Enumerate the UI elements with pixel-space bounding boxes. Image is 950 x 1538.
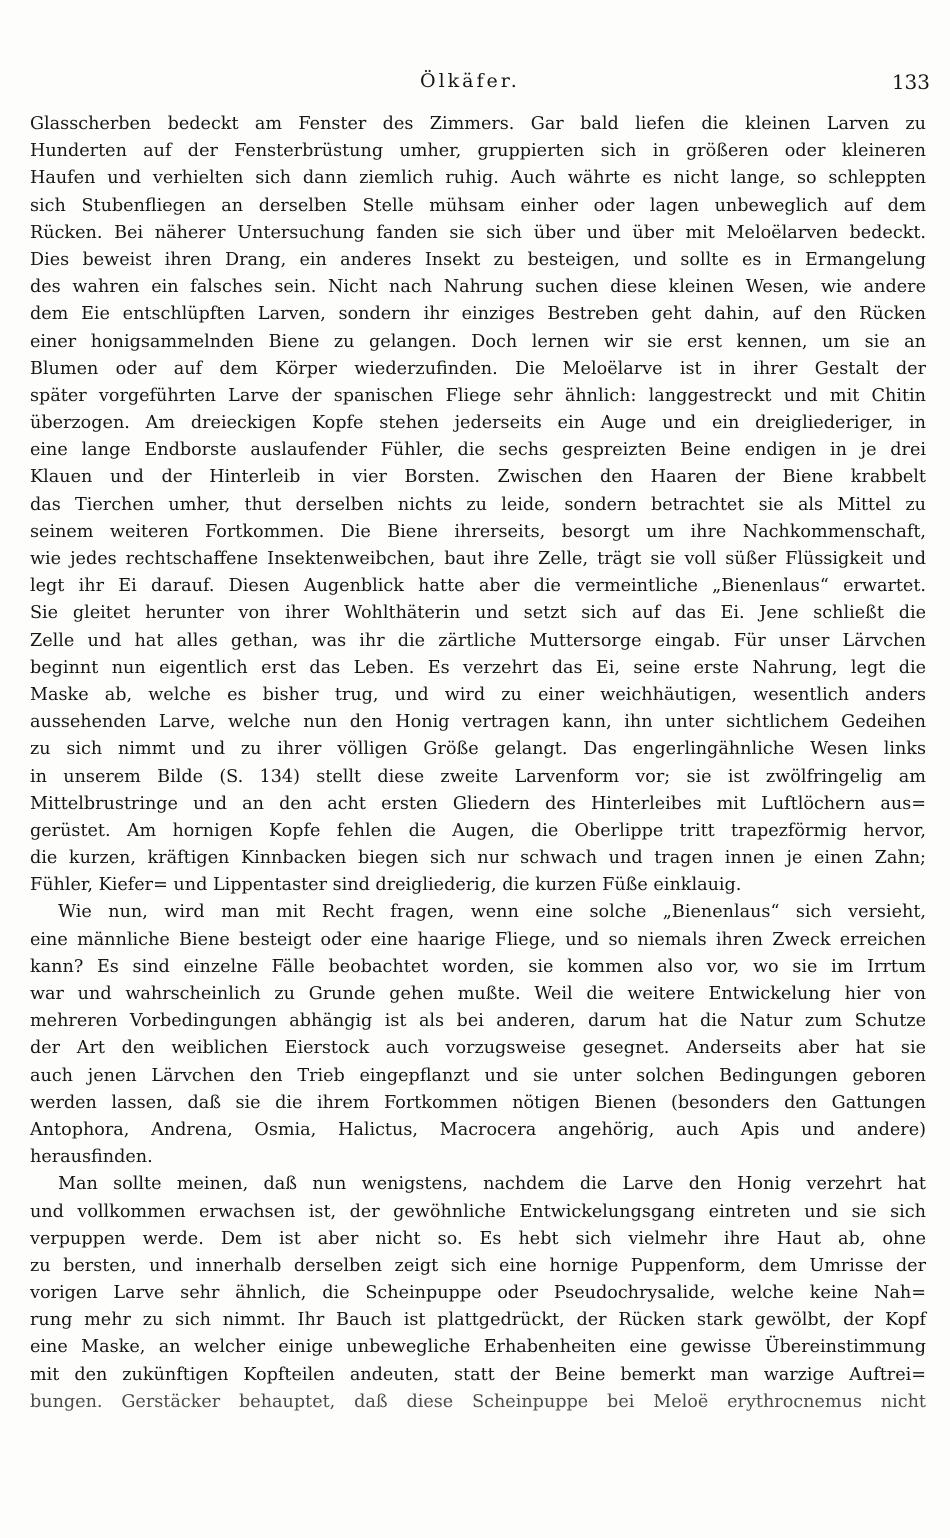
text-line: mit den zukünftigen Kopfteilen andeuten, statt der Beine bemerkt man warzige Auftrei= bbox=[30, 1364, 926, 1385]
text-line: kann? Es sind einzelne Fälle beobachtet worden, sie kommen also vor, wo sie im Irrtum bbox=[30, 956, 926, 977]
text-line: Antophora, Andrena, Osmia, Halictus, Macrocera angehörig, auch Apis und andere) bbox=[30, 1119, 926, 1140]
text-line: Mittelbrustringe und an den acht ersten Gliedern des Hinterleibes mit Luftlöchern aus= bbox=[30, 793, 926, 814]
running-header bbox=[0, 70, 950, 100]
text-line: Sie gleitet herunter von ihrer Wohlthäterin und setzt sich auf das Ei. Jene schließt die bbox=[30, 603, 926, 624]
text-line: Haufen und verhielten sich dann ziemlich ruhig. Auch währte es nicht lange, so schleppten bbox=[30, 168, 926, 189]
text-line: mehreren Vorbedingungen abhängig ist als bei anderen, darum hat die Natur zum Schutze bbox=[30, 1011, 926, 1032]
text-line: auch jenen Lärvchen den Trieb eingepflanzt und sie unter solchen Bedingungen geboren bbox=[30, 1065, 926, 1086]
text-line: sich Stubenfliegen an derselben Stelle mühsam einher oder lagen unbeweglich auf dem bbox=[30, 195, 926, 216]
text-line: Blumen oder auf dem Körper wiederzufinden. Die Meloëlarve ist in ihrer Gestalt der bbox=[30, 358, 926, 379]
text-line: beginnt nun eigentlich erst das Leben. Es verzehrt das Ei, seine erste Nahrung, legt die bbox=[30, 657, 926, 678]
text-line: das Tierchen umher, thut derselben nichts zu leide, sondern betrachtet sie als Mittel zu bbox=[30, 494, 926, 515]
text-line: bungen. Gerstäcker behauptet, daß diese Scheinpuppe bei Meloë erythrocnemus nicht bbox=[30, 1391, 926, 1412]
text-line: Rücken. Bei näherer Untersuchung fanden sie sich über und über mit Meloëlarven bedeckt. bbox=[30, 222, 926, 243]
text-line: in unserem Bilde (S. 134) stellt diese zweite Larvenform vor; sie ist zwölfringelig am bbox=[30, 766, 926, 787]
text-line: werden lassen, daß sie die ihrem Fortkommen nötigen Bienen (besonders den Gattungen bbox=[30, 1092, 926, 1113]
text-line: und vollkommen erwachsen ist, der gewöhnliche Entwickelungsgang eintreten und sie sich bbox=[30, 1201, 926, 1222]
text-line: Maske ab, welche es bisher trug, und wird zu einer weichhäutigen, wesentlich anders bbox=[30, 684, 926, 705]
text-line: legt ihr Ei darauf. Diesen Augenblick hatte aber die vermeintliche „Bienenlaus“ erwartet. bbox=[30, 576, 926, 597]
text-line: eine lange Endborste auslaufender Fühler, die sechs gespreizten Beine endigen in je drei bbox=[30, 440, 926, 461]
text-line: verpuppen werde. Dem ist aber nicht so. Es hebt sich vielmehr ihre Haut ab, ohne bbox=[30, 1228, 926, 1249]
text-line: aussehenden Larve, welche nun den Honig vertragen kann, ihn unter sichtlichem Gedeihen bbox=[30, 712, 926, 733]
page-number: 133 bbox=[891, 70, 930, 94]
text-line: die kurzen, kräftigen Kinnbacken biegen sich nur schwach und tragen innen je einen Zahn; bbox=[30, 848, 926, 869]
text-line: dem Eie entschlüpften Larven, sondern ihr einziges Bestreben geht dahin, auf den Rücken bbox=[30, 304, 926, 325]
text-line: Dies beweist ihren Drang, ein anderes Insekt zu besteigen, und sollte es in Ermangelung bbox=[30, 249, 926, 270]
body-text bbox=[30, 111, 926, 1416]
text-line: zu sich nimmt und zu ihrer völligen Größe gelangt. Das engerlingähnliche Wesen links bbox=[30, 739, 926, 760]
text-line: herausfinden. bbox=[30, 1147, 153, 1168]
text-line: zu bersten, und innerhalb derselben zeigt sich eine hornige Puppenform, dem Umrisse der bbox=[30, 1255, 926, 1276]
text-line: Wie nun, wird man mit Recht fragen, wenn eine solche „Bienenlaus“ sich versieht, bbox=[58, 902, 926, 923]
text-line: Klauen und der Hinterleib in vier Borsten. Zwischen den Haaren der Biene krabbelt bbox=[30, 467, 926, 488]
text-line: Hunderten auf der Fensterbrüstung umher, gruppierten sich in größeren oder kleineren bbox=[30, 141, 926, 162]
text-line: gerüstet. Am hornigen Kopfe fehlen die Augen, die Oberlippe tritt trapezförmig hervor, bbox=[30, 820, 926, 841]
text-line: seinem weiteren Fortkommen. Die Biene ihrerseits, besorgt um ihre Nachkommenschaft, bbox=[30, 521, 926, 542]
text-line: später vorgeführten Larve der spanischen Fliege sehr ähnlich: langgestreckt und mit Chitin bbox=[30, 385, 926, 406]
text-line: eine männliche Biene besteigt oder eine haarige Fliege, und so niemals ihren Zweck erreichen bbox=[30, 929, 926, 950]
text-line: wie jedes rechtschaffene Insektenweibchen, baut ihre Zelle, trägt sie voll süßer Flüssigkeit und bbox=[30, 549, 926, 569]
text-line: war und wahrscheinlich zu Grunde gehen mußte. Weil die weitere Entwickelung hier von bbox=[30, 984, 926, 1004]
text-line: vorigen Larve sehr ähnlich, die Scheinpuppe oder Pseudochrysalide, welche keine Nah= bbox=[30, 1283, 926, 1304]
text-line: Glasscherben bedeckt am Fenster des Zimmers. Gar bald liefen die kleinen Larven zu bbox=[30, 114, 926, 134]
text-line: überzogen. Am dreieckigen Kopfe stehen jederseits ein Auge und ein dreigliederiger, in bbox=[30, 413, 926, 434]
text-line: des wahren ein falsches sein. Nicht nach Nahrung suchen diese kleinen Wesen, wie andere bbox=[30, 277, 926, 298]
text-line: Zelle und hat alles gethan, was ihr die zärtliche Muttersorge eingab. Für unser Lärvchen bbox=[30, 630, 926, 651]
text-line: Fühler, Kiefer= und Lippentaster sind dreigliederig, die kurzen Füße einklauig. bbox=[30, 875, 742, 896]
text-line: eine Maske, an welcher einige unbewegliche Erhabenheiten eine gewisse Übereinstimmung bbox=[30, 1337, 926, 1358]
text-line: Man sollte meinen, daß nun wenigstens, nachdem die Larve den Honig verzehrt hat bbox=[58, 1174, 926, 1195]
running-title: Ölkäfer. bbox=[420, 70, 520, 92]
text-line: der Art den weiblichen Eierstock auch vorzugsweise gesegnet. Anderseits aber hat sie bbox=[30, 1038, 926, 1059]
text-line: rung mehr zu sich nimmt. Ihr Bauch ist plattgedrückt, der Rücken stark gewölbt, der Kopf bbox=[30, 1310, 926, 1331]
text-line: einer honigsammelnden Biene zu gelangen. Doch lernen wir sie erst kennen, um sie an bbox=[30, 331, 926, 352]
